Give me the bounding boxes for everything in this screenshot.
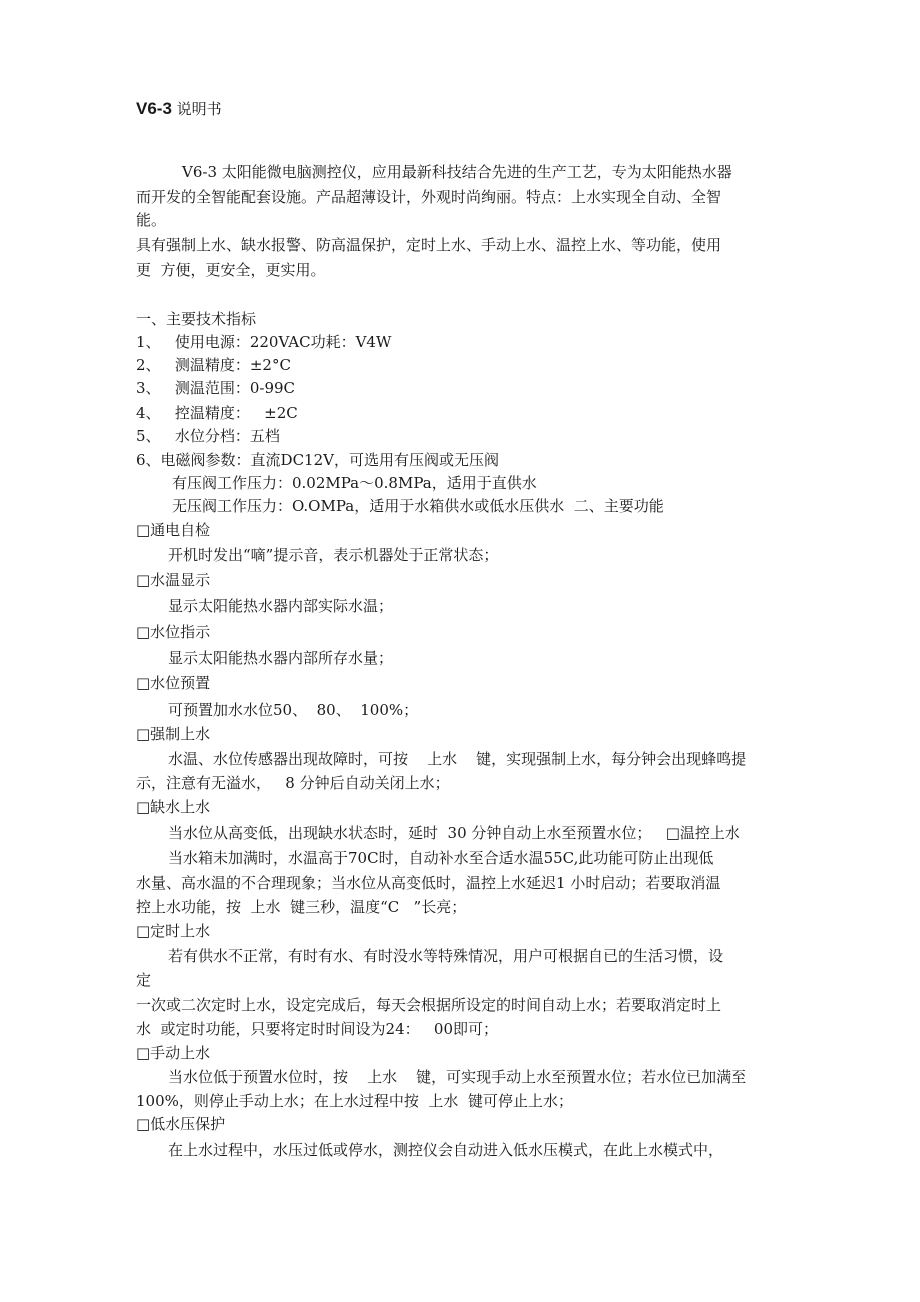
intro-line: 能。 bbox=[136, 211, 167, 229]
intro-line: 更 方便，更安全，更实用。 bbox=[136, 261, 326, 279]
function-body: 水量、高水温的不合理现象；当水位从高变低时，温控上水延迟1 小时启动；若要取消温 bbox=[136, 874, 721, 892]
function-heading: □强制上水 bbox=[136, 725, 211, 743]
intro-line: 而开发的全智能配套设施。产品超薄设计，外观时尚绚丽。特点：上水实现全自动、全智 bbox=[136, 188, 722, 206]
function-heading: □通电自检 bbox=[136, 521, 211, 539]
valve-line: 无压阀工作压力：O.OMPa，适用于水箱供水或低水压供水 二、主要功能 bbox=[172, 497, 664, 515]
function-heading: □缺水上水 bbox=[136, 798, 211, 816]
function-heading: □水温显示 bbox=[136, 571, 211, 589]
spec-item: 4、 控温精度： ±2C bbox=[136, 404, 298, 422]
function-body: 开机时发出“嘀”提示音，表示机器处于正常状态； bbox=[168, 546, 499, 564]
valve-line: 有压阀工作压力：0.02MPa～0.8MPa，适用于直供水 bbox=[172, 474, 537, 492]
function-heading: □定时上水 bbox=[136, 922, 211, 940]
function-body: 若有供水不正常，有时有水、有时没水等特殊情况，用户可根据自已的生活习惯，设 bbox=[168, 947, 724, 965]
spec-item: 3、 测温范围：0-99C bbox=[136, 379, 296, 397]
spec-item: 2、 测温精度：±2°C bbox=[136, 356, 291, 374]
function-body: 显示太阳能热水器内部实际水温； bbox=[168, 597, 394, 615]
function-body: 当水箱未加满时，水温高于70C时，自动补水至合适水温55C,此功能可防止出现低 bbox=[168, 849, 714, 867]
function-body: 在上水过程中，水压过低或停水，测控仪会自动进入低水压模式，在此上水模式中， bbox=[168, 1141, 724, 1159]
function-body: 示，注意有无溢水， 8 分钟后自动关闭上水； bbox=[136, 774, 450, 792]
function-heading: □水位指示 bbox=[136, 623, 211, 641]
title-suffix: 说明书 bbox=[176, 100, 222, 118]
function-body: 当水位从高变低，出现缺水状态时，延时 30 分钟自动上水至预置水位； □温控上水 bbox=[168, 824, 740, 842]
function-body: 100%，则停止手动上水；在上水过程中按 上水 键可停止上水； bbox=[136, 1092, 573, 1110]
spec-item: 1、 使用电源：220VAC功耗：V4W bbox=[136, 333, 392, 351]
function-body: 水温、水位传感器出现故障时，可按 上水 键，实现强制上水，每分钟会出现蜂鸣提 bbox=[168, 750, 747, 768]
function-body: 当水位低于预置水位时，按 上水 键，可实现手动上水至预置水位；若水位已加满至 bbox=[168, 1068, 747, 1086]
spec-item: 5、 水位分档：五档 bbox=[136, 427, 280, 445]
function-heading: □水位预置 bbox=[136, 674, 211, 692]
spec-item: 6、电磁阀参数：直流DC12V，可选用有压阀或无压阀 bbox=[136, 451, 499, 469]
document-title bbox=[136, 98, 222, 120]
intro-line: V6-3 太阳能微电脑测控仪，应用最新科技结合先进的生产工艺，专为太阳能热水器 bbox=[182, 163, 732, 181]
section-heading: 一、主要技术指标 bbox=[136, 310, 257, 328]
intro-line: 具有强制上水、缺水报警、防高温保护，定时上水、手动上水、温控上水、等功能，使用 bbox=[136, 236, 722, 254]
function-body: 水 或定时功能，只要将定时时间设为24： 00即可； bbox=[136, 1020, 499, 1038]
function-body: 显示太阳能热水器内部所存水量； bbox=[168, 649, 394, 667]
function-heading: □手动上水 bbox=[136, 1044, 211, 1062]
title-model: V6-3 bbox=[136, 99, 172, 118]
function-body: 控上水功能，按 上水 键三秒，温度“C ”长亮； bbox=[136, 898, 467, 916]
function-heading: □低水压保护 bbox=[136, 1115, 226, 1133]
function-body: 一次或二次定时上水，设定完成后，每天会根据所设定的时间自动上水；若要取消定时上 bbox=[136, 996, 722, 1014]
function-body: 可预置加水水位50、 80、 100%； bbox=[168, 701, 419, 719]
function-body: 定 bbox=[136, 971, 152, 989]
